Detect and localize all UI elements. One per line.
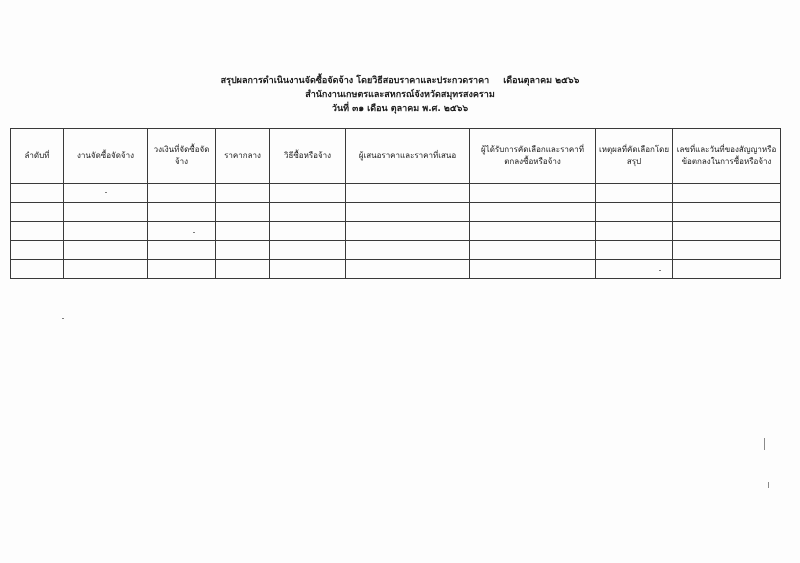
table-cell (11, 222, 64, 241)
table-cell (596, 203, 673, 222)
table-cell (148, 222, 216, 241)
table-cell (270, 203, 346, 222)
table-cell (596, 260, 673, 279)
header-selected-vendor-and-price: ผู้ได้รับการคัดเลือกและราคาที่ตกลงซื้อหรือจ้าง (470, 129, 596, 184)
table-cell (673, 260, 781, 279)
table-row (11, 241, 781, 260)
table-cell (148, 203, 216, 222)
header-procurement-work: งานจัดซื้อจัดจ้าง (64, 129, 148, 184)
table-cell (596, 222, 673, 241)
table-header-row (11, 129, 781, 184)
table-cell (148, 184, 216, 203)
table-cell (64, 222, 148, 241)
table-row (11, 184, 781, 203)
title-main: สรุปผลการดำเนินงานจัดซื้อจัดจ้าง โดยวิธีสอบราคาและประกวดราคา (220, 76, 490, 86)
table-cell (11, 260, 64, 279)
header-reference-price: ราคากลาง (216, 129, 270, 184)
document-header (0, 74, 800, 116)
table-cell (270, 241, 346, 260)
table-cell (11, 184, 64, 203)
table-cell (470, 222, 596, 241)
table-cell (596, 241, 673, 260)
table-cell (673, 241, 781, 260)
procurement-summary-table (10, 128, 781, 279)
table-cell (673, 203, 781, 222)
table-cell (270, 184, 346, 203)
table-cell (216, 260, 270, 279)
table-row (11, 203, 781, 222)
table-cell (596, 184, 673, 203)
table-cell (148, 241, 216, 260)
scan-speck (105, 192, 107, 193)
table-cell (470, 203, 596, 222)
table-cell (673, 184, 781, 203)
table-cell (11, 241, 64, 260)
table-cell (270, 222, 346, 241)
table-cell (64, 241, 148, 260)
table-cell (148, 260, 216, 279)
table-row (11, 222, 781, 241)
table-cell (470, 260, 596, 279)
table-cell (470, 241, 596, 260)
table-cell (673, 222, 781, 241)
table-cell (216, 203, 270, 222)
table-cell (270, 260, 346, 279)
table-cell (216, 222, 270, 241)
table-cell (64, 184, 148, 203)
header-order: ลำดับที่ (11, 129, 64, 184)
table-cell (216, 241, 270, 260)
agency-name: สำนักงานเกษตรและสหกรณ์จังหวัดสมุทรสงคราม (305, 90, 495, 100)
header-bidders-and-prices: ผู้เสนอราคาและราคาที่เสนอ (346, 129, 470, 184)
report-date: วันที่ ๓๑ เดือน ตุลาคม พ.ศ. ๒๕๖๖ (331, 104, 469, 114)
header-selection-reason: เหตุผลที่คัดเลือกโดยสรุป (596, 129, 673, 184)
table-cell (11, 203, 64, 222)
scan-edge-mark (764, 438, 765, 450)
header-procurement-method: วิธีซื้อหรือจ้าง (270, 129, 346, 184)
header-contract-number-date: เลขที่และวันที่ของสัญญาหรือข้อตกลงในการซื้อหรือจ้าง (673, 129, 781, 184)
table-cell (346, 184, 470, 203)
title-line-1 (0, 74, 800, 88)
scan-speck (659, 270, 661, 271)
scan-speck (193, 232, 195, 233)
table-cell (346, 241, 470, 260)
header-budget: วงเงินที่จัดซื้อจัดจ้าง (148, 129, 216, 184)
table-cell (346, 260, 470, 279)
table-cell (346, 203, 470, 222)
scan-edge-mark (768, 482, 769, 488)
table-cell (216, 184, 270, 203)
table-cell (64, 203, 148, 222)
scan-speck (62, 318, 64, 319)
table-cell (64, 260, 148, 279)
table-cell (346, 222, 470, 241)
title-month: เดือนตุลาคม ๒๕๖๖ (503, 76, 580, 86)
table-row (11, 260, 781, 279)
table-cell (470, 184, 596, 203)
